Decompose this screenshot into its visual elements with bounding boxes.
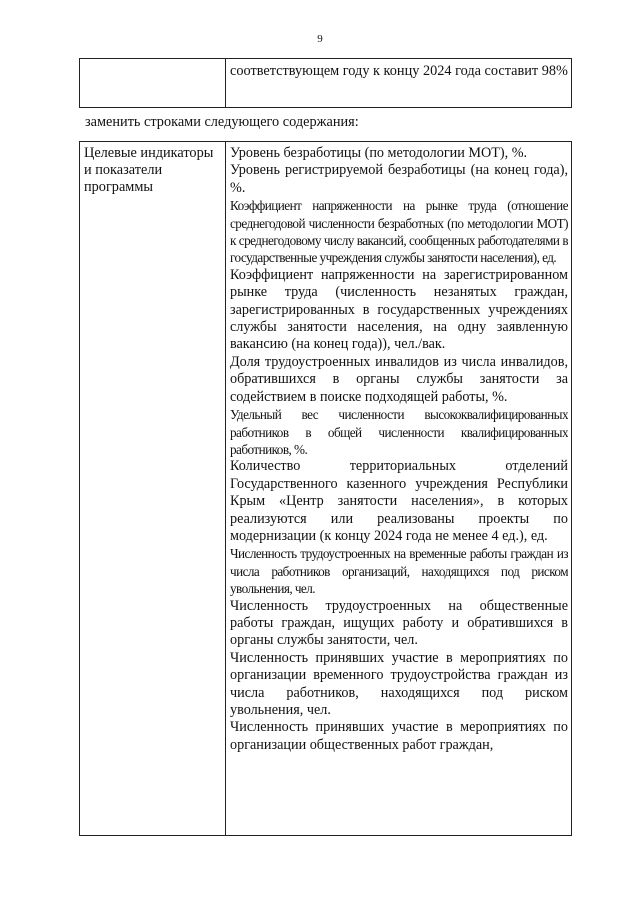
indicator-item: Коэффициент напряженности на рынке труда (отношение среднегодовой численности безработных (по методологии МОТ) к среднегодовому числу вакансий, сообщенных работодателями в государственные учреждения службы занятости населения), ед. [230,198,568,266]
page-number: 9 [317,33,323,45]
table-cell-empty [80,59,226,108]
indicator-item: Уровень регистрируемой безработицы (на конец года), %. [230,162,568,196]
indicators-table [79,141,572,836]
replace-instruction: заменить строками следующего содержания: [85,114,359,130]
indicators-heading-cell: Целевые индикаторы и показатели программы [80,142,226,836]
indicators-list-cell [226,142,572,836]
indicator-item: Коэффициент напряженности на зарегистрированном рынке труда (численность незанятых граждан, зарегистрированных в государственных учреждениях службы занятости населения, на одну заявленную вакансию (на конец года)), чел./вак. [230,266,568,353]
indicator-item: Количество территориальных отделений Государственного казенного учреждения Республики Крым «Центр занятости населения», в которых реализуются или реализованы проекты по модернизации (к концу 2024 года не менее 4 ед.), ед. [230,458,568,544]
indicator-item: Удельный вес численности высококвалифицированных работников в общей численности квалифицированных работников, %. [230,407,568,457]
indicator-item: Доля трудоустроенных инвалидов из числа инвалидов, обратившихся в органы службы занятости за содействием в поиске подходящей работы, %. [230,353,568,405]
table-row [80,59,572,108]
indicator-item: Численность трудоустроенных на общественные работы граждан, ищущих работу и обратившихся в органы службы занятости, чел. [230,597,568,649]
table-row [80,142,572,836]
indicator-item: Численность трудоустроенных на временные работы граждан из числа работников организаций, находящихся под риском увольнения, чел. [230,546,568,597]
indicator-item: Численность принявших участие в мероприятиях по организации общественных работ граждан, [230,719,568,753]
indicator-item: Численность принявших участие в мероприятиях по организации временного трудоустройства граждан из числа работников, находящихся под риском увольнения, чел. [230,649,568,718]
continued-table [79,58,572,108]
table-cell-text: соответствующем году к концу 2024 года составит 98% [226,59,572,108]
indicator-item: Уровень безработицы (по методологии МОТ), %. [230,145,528,161]
